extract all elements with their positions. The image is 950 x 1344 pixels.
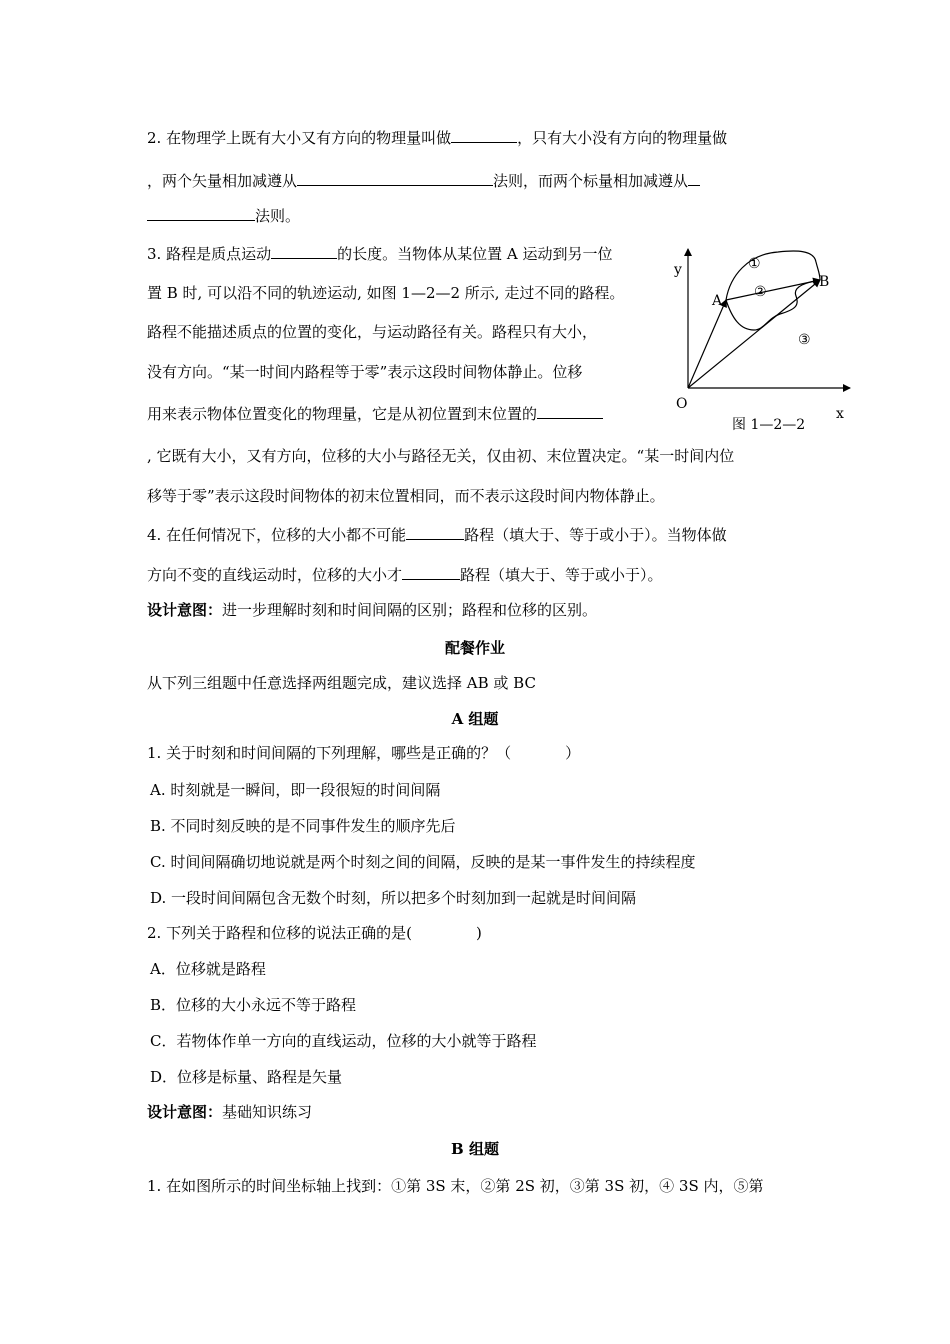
q3-line-5 [147,403,603,424]
q2-blank-2[interactable] [297,170,493,186]
design-intent-2-text: 基础知识练习 [222,1103,313,1121]
homework-intro: 从下列三组题中任意选择两组题完成，建议选择 AB 或 BC [147,674,536,692]
group-b-title: B 组题 [451,1140,499,1158]
q3-blank-2[interactable] [537,403,603,419]
group-a-q2-option-b: B．位移的大小永远不等于路程 [150,996,357,1014]
position-a-arrow [688,300,726,388]
group-a-q2-option-c: C．若物体作单一方向的直线运动，位移的大小就等于路程 [150,1032,537,1050]
y-axis-label: y [674,262,682,278]
x-axis-label: x [836,406,844,422]
q3-line-3: 路程不能描述质点的位置的变化，与运动路径有关。路程只有大小， [147,323,598,341]
q4-line-2 [147,564,663,585]
q3-text-5: 用来表示物体位置变化的物理量，它是从初位置到末位置的 [147,405,538,423]
group-a-q1-option-c: C. 时间间隔确切地说就是两个时刻之间的间隔，反映的是某一事件发生的持续程度 [150,853,696,871]
group-b-q1: 1. 在如图所示的时间坐标轴上找到：①第 3S 末，②第 2S 初，③第 3S 初，④ 3S 内，⑤第 [147,1177,764,1195]
group-a-q1-option-d: D. 一段时间间隔包含无数个时刻，所以把多个时刻加到一起就是时间间隔 [150,889,637,907]
q3-text-1b: 的长度。当物体从某位置 A 运动到另一位 [337,245,613,263]
path-3-label: ③ [798,332,811,348]
design-intent-2 [147,1102,312,1122]
q4-blank-2[interactable] [402,564,460,580]
group-a-q2 [147,923,482,943]
q4-text-2b: 路程（填大于、等于或小于）。 [460,566,663,584]
design-intent-2-label: 设计意图： [147,1103,223,1121]
group-a-q2-stem: 2. 下列关于路程和位移的说法正确的是( [147,924,412,942]
q2-text-1a: 2. 在物理学上既有大小又有方向的物理量叫做 [147,129,452,147]
group-a-q1 [147,743,580,763]
q4-text-1a: 4. 在任何情况下，位移的大小都不可能 [147,526,407,544]
q4-text-2a: 方向不变的直线运动时，位移的大小才 [147,566,403,584]
group-a-title: A 组题 [451,710,499,728]
origin-label: O [676,396,688,412]
group-a-q1-stem: 1. 关于时刻和时间间隔的下列理解，哪些是正确的？（ [147,744,512,762]
design-intent-1-label: 设计意图： [147,601,223,619]
q2-blank-3b[interactable] [147,205,255,221]
point-a-label: A [712,293,723,309]
q3-blank-1[interactable] [271,243,337,259]
q4-line-1 [147,524,727,545]
path-1-label: ① [748,256,761,272]
q3-line-1 [147,243,612,264]
q4-text-1b: 路程（填大于、等于或小于）。当物体做 [464,526,727,544]
q2-text-3a: 法则。 [255,207,301,225]
path-3-curve [726,280,820,330]
q2-text-2b: 法则，而两个标量相加减遵从 [493,172,689,190]
q3-text-1a: 3. 路程是质点运动 [147,245,272,263]
q3-line-7: 移等于零”表示这段时间物体的初末位置相同，而不表示这段时间内物体静止。 [147,487,665,505]
group-a-q1-option-b: B. 不同时刻反映的是不同事件发生的顺序先后 [150,817,456,835]
q2-blank-1[interactable] [451,127,517,143]
q2-text-1b: ，只有大小没有方向的物理量做 [517,129,728,147]
design-intent-1 [147,600,597,620]
q3-line-4: 没有方向。“某一时间内路程等于零”表示这段时间物体静止。位移 [147,363,583,381]
group-a-q1-option-a: A. 时刻就是一瞬间，即一段很短的时间间隔 [150,781,441,799]
q2-text-2a: ，两个矢量相加减遵从 [147,172,298,190]
design-intent-1-text: 进一步理解时刻和时间间隔的区别；路程和位移的区别。 [222,601,598,619]
path-1-curve [726,251,820,300]
group-a-q2-close: ) [475,924,482,942]
q4-blank-1[interactable] [406,524,464,540]
q3-line-6: , 它既有大小，又有方向，位移的大小与路径无关，仅由初、末位置决定。“某一时间内位 [147,447,735,465]
q2-line-3 [147,205,300,226]
group-a-q1-close: ） [565,744,581,762]
q2-blank-3a[interactable] [688,170,700,186]
group-a-q2-option-a: A．位移就是路程 [150,960,266,978]
figure-caption: 图 1—2—2 [732,417,806,433]
q2-line-1 [147,127,727,148]
path-2-label: ② [754,284,767,300]
q3-line-2: 置 B 时, 可以沿不同的轨迹运动, 如图 1—2—2 所示, 走过不同的路程。 [147,284,625,302]
homework-title: 配餐作业 [444,639,505,657]
q2-line-2 [147,170,700,191]
point-b-label: B [819,274,830,290]
group-a-q2-option-d: D．位移是标量、路程是矢量 [150,1068,343,1086]
displacement-ab-arrow [726,280,820,300]
